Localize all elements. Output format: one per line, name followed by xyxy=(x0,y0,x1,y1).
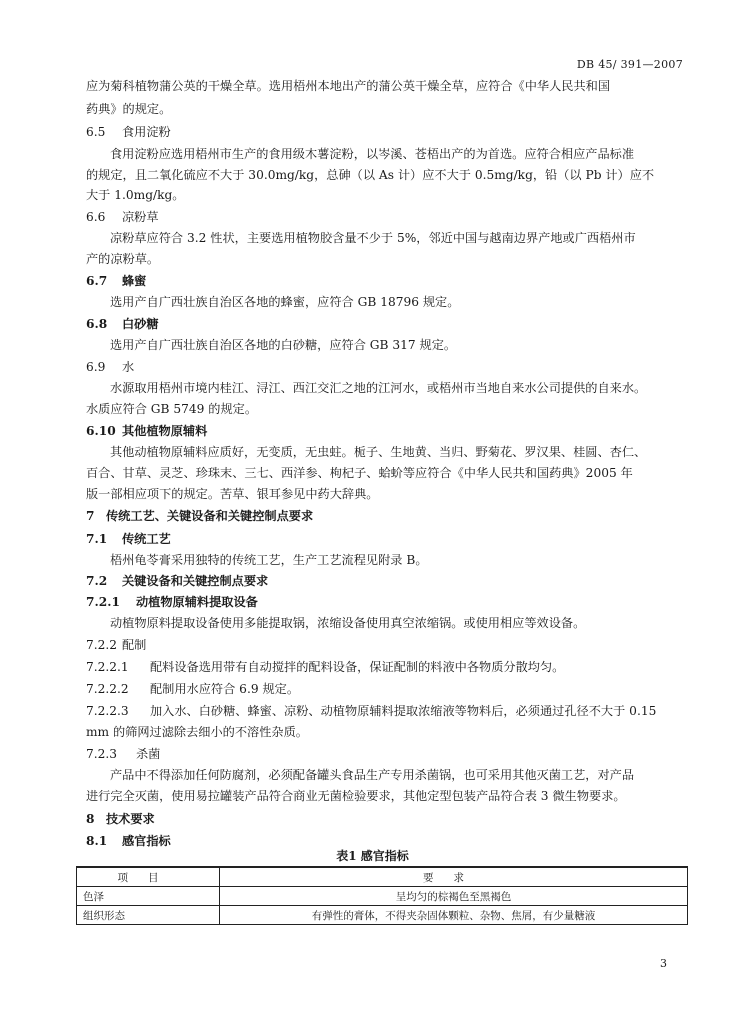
body-text-line: 水质应符合 GB 5749 的规定。 xyxy=(86,402,258,416)
section-heading-6-6 xyxy=(86,209,159,225)
body-text-line: 食用淀粉应选用梧州市生产的食用级木薯淀粉，以岑溪、苍梧出产的为首选。应符合相应产品标准 xyxy=(110,147,635,161)
body-text-line: 动植物原料提取设备使用多能提取锅，浓缩设备使用真空浓缩锅。或使用相应等效设备。 xyxy=(110,616,586,630)
table-header-cell: 项目 xyxy=(77,867,220,887)
section-number: 6.10 xyxy=(86,424,116,438)
section-title: 传统工艺 xyxy=(122,532,171,546)
body-text-line: 应为菊科植物蒲公英的干燥全草。选用梧州本地出产的蒲公英干燥全草，应符合《中华人民共和国 xyxy=(86,79,611,93)
section-number: 7 xyxy=(86,509,95,523)
section-heading-7-1 xyxy=(86,531,171,547)
section-number: 6.6 xyxy=(86,210,106,224)
table-cell: 组织形态 xyxy=(77,906,220,925)
body-text-line: mm 的筛网过滤除去细小的不溶性杂质。 xyxy=(86,725,308,739)
section-title: 动植物原辅料提取设备 xyxy=(136,595,258,609)
clause-text: 配制用水应符合 6.9 规定。 xyxy=(150,682,300,696)
section-heading-7-2-1 xyxy=(86,594,258,610)
section-number: 7.2.2 xyxy=(86,638,118,652)
section-heading-7-2 xyxy=(86,573,268,589)
section-number: 6.7 xyxy=(86,274,108,288)
section-number: 7.2 xyxy=(86,574,108,588)
section-title: 关键设备和关键控制点要求 xyxy=(122,574,269,588)
table-cell: 有弹性的膏体，不得夹杂固体颗粒、杂物、焦屑，有少量糖液 xyxy=(220,906,688,925)
section-heading-6-8 xyxy=(86,316,159,332)
table-caption: 表1 感官指标 xyxy=(336,849,409,863)
section-heading-7-2-2 xyxy=(86,637,146,653)
section-number: 6.9 xyxy=(86,360,106,374)
section-title: 食用淀粉 xyxy=(122,125,171,139)
section-heading-7-2-3 xyxy=(86,746,160,762)
body-text-line: 产品中不得添加任何防腐剂，必须配备罐头食品生产专用杀菌锅，也可采用其他灭菌工艺，对产品 xyxy=(110,768,635,782)
section-number: 7.2.2.1 xyxy=(86,660,129,674)
section-title: 其他植物原辅料 xyxy=(122,424,208,438)
table-header-cell: 要求 xyxy=(220,867,688,887)
section-number: 7.2.2.3 xyxy=(86,704,129,718)
body-text-line: 进行完全灭菌，使用易拉罐装产品符合商业无菌检验要求，其他定型包装产品符合表 3 微生物要求。 xyxy=(86,789,626,803)
clause-text: 配料设备选用带有自动搅拌的配料设备，保证配制的料液中各物质分散均匀。 xyxy=(150,660,565,674)
section-title: 水 xyxy=(122,360,135,374)
standard-code-header: DB 45/ 391—2007 xyxy=(576,58,683,71)
section-title: 传统工艺、关键设备和关键控制点要求 xyxy=(106,509,314,523)
body-text-line: 梧州龟苓膏采用独特的传统工艺，生产工艺流程见附录 B。 xyxy=(110,553,428,567)
section-title: 感官指标 xyxy=(122,834,171,848)
section-title: 白砂糖 xyxy=(122,317,159,331)
body-text-line: 大于 1.0mg/kg。 xyxy=(86,188,185,202)
section-title: 配制 xyxy=(122,638,147,652)
section-number: 7.1 xyxy=(86,532,108,546)
body-text-line: 选用产自广西壮族自治区各地的白砂糖，应符合 GB 317 规定。 xyxy=(110,338,457,352)
chapter-heading-7 xyxy=(86,508,313,524)
body-text-line: 版一部相应项下的规定。苦草、银耳参见中药大辞典。 xyxy=(86,487,379,501)
section-number: 8.1 xyxy=(86,834,108,848)
table-header-row xyxy=(77,867,688,887)
section-title: 蜂蜜 xyxy=(122,274,147,288)
section-title: 凉粉草 xyxy=(122,210,159,224)
body-text-line: 选用产自广西壮族自治区各地的蜂蜜，应符合 GB 18796 规定。 xyxy=(110,295,460,309)
body-text-line: 百合、甘草、灵芝、珍珠末、三七、西洋参、枸杞子、蛤蚧等应符合《中华人民共和国药典》2005 年 xyxy=(86,466,633,480)
section-number: 7.2.3 xyxy=(86,747,118,761)
body-text-line: 其他动植物原辅料应质好，无变质，无虫蛀。栀子、生地黄、当归、野菊花、罗汉果、桂圆、杏仁、 xyxy=(110,445,647,459)
section-number: 7.2.2.2 xyxy=(86,682,129,696)
body-text-line: 药典》的规定。 xyxy=(86,102,172,116)
page-number: 3 xyxy=(660,957,667,970)
section-heading-6-9 xyxy=(86,359,134,375)
chapter-heading-8 xyxy=(86,811,155,827)
body-text-line: 的规定，且二氧化硫应不大于 30.0mg/kg，总砷（以 As 计）应不大于 0.5mg/kg，铅（以 Pb 计）应不 xyxy=(86,168,655,182)
section-title: 技术要求 xyxy=(106,812,155,826)
table-row xyxy=(77,887,688,906)
section-title: 杀菌 xyxy=(136,747,161,761)
table-cell: 呈均匀的棕褐色至黑褐色 xyxy=(220,887,688,906)
section-heading-6-7 xyxy=(86,273,146,289)
section-heading-6-5 xyxy=(86,124,171,140)
section-number: 8 xyxy=(86,812,95,826)
section-number: 6.8 xyxy=(86,317,108,331)
table-row xyxy=(77,906,688,925)
body-text-line: 产的凉粉草。 xyxy=(86,252,160,266)
clause-7-2-2-2 xyxy=(86,681,299,697)
section-heading-6-10 xyxy=(86,423,207,439)
clause-7-2-2-3 xyxy=(86,703,656,719)
section-number: 7.2.1 xyxy=(86,595,120,609)
clause-7-2-2-1 xyxy=(86,659,564,675)
table-cell: 色泽 xyxy=(77,887,220,906)
body-text-line: 凉粉草应符合 3.2 性状，主要选用植物胶含量不少于 5%，邻近中国与越南边界产地或广西梧州市 xyxy=(110,231,636,245)
clause-text: 加入水、白砂糖、蜂蜜、凉粉、动植物原辅料提取浓缩液等物料后，必须通过孔径不大于 0.15 xyxy=(150,704,657,718)
body-text-line: 水源取用梧州市境内桂江、浔江、西江交汇之地的江河水，或梧州市当地自来水公司提供的自来水。 xyxy=(110,381,647,395)
sensory-spec-table xyxy=(76,866,688,925)
section-number: 6.5 xyxy=(86,125,106,139)
